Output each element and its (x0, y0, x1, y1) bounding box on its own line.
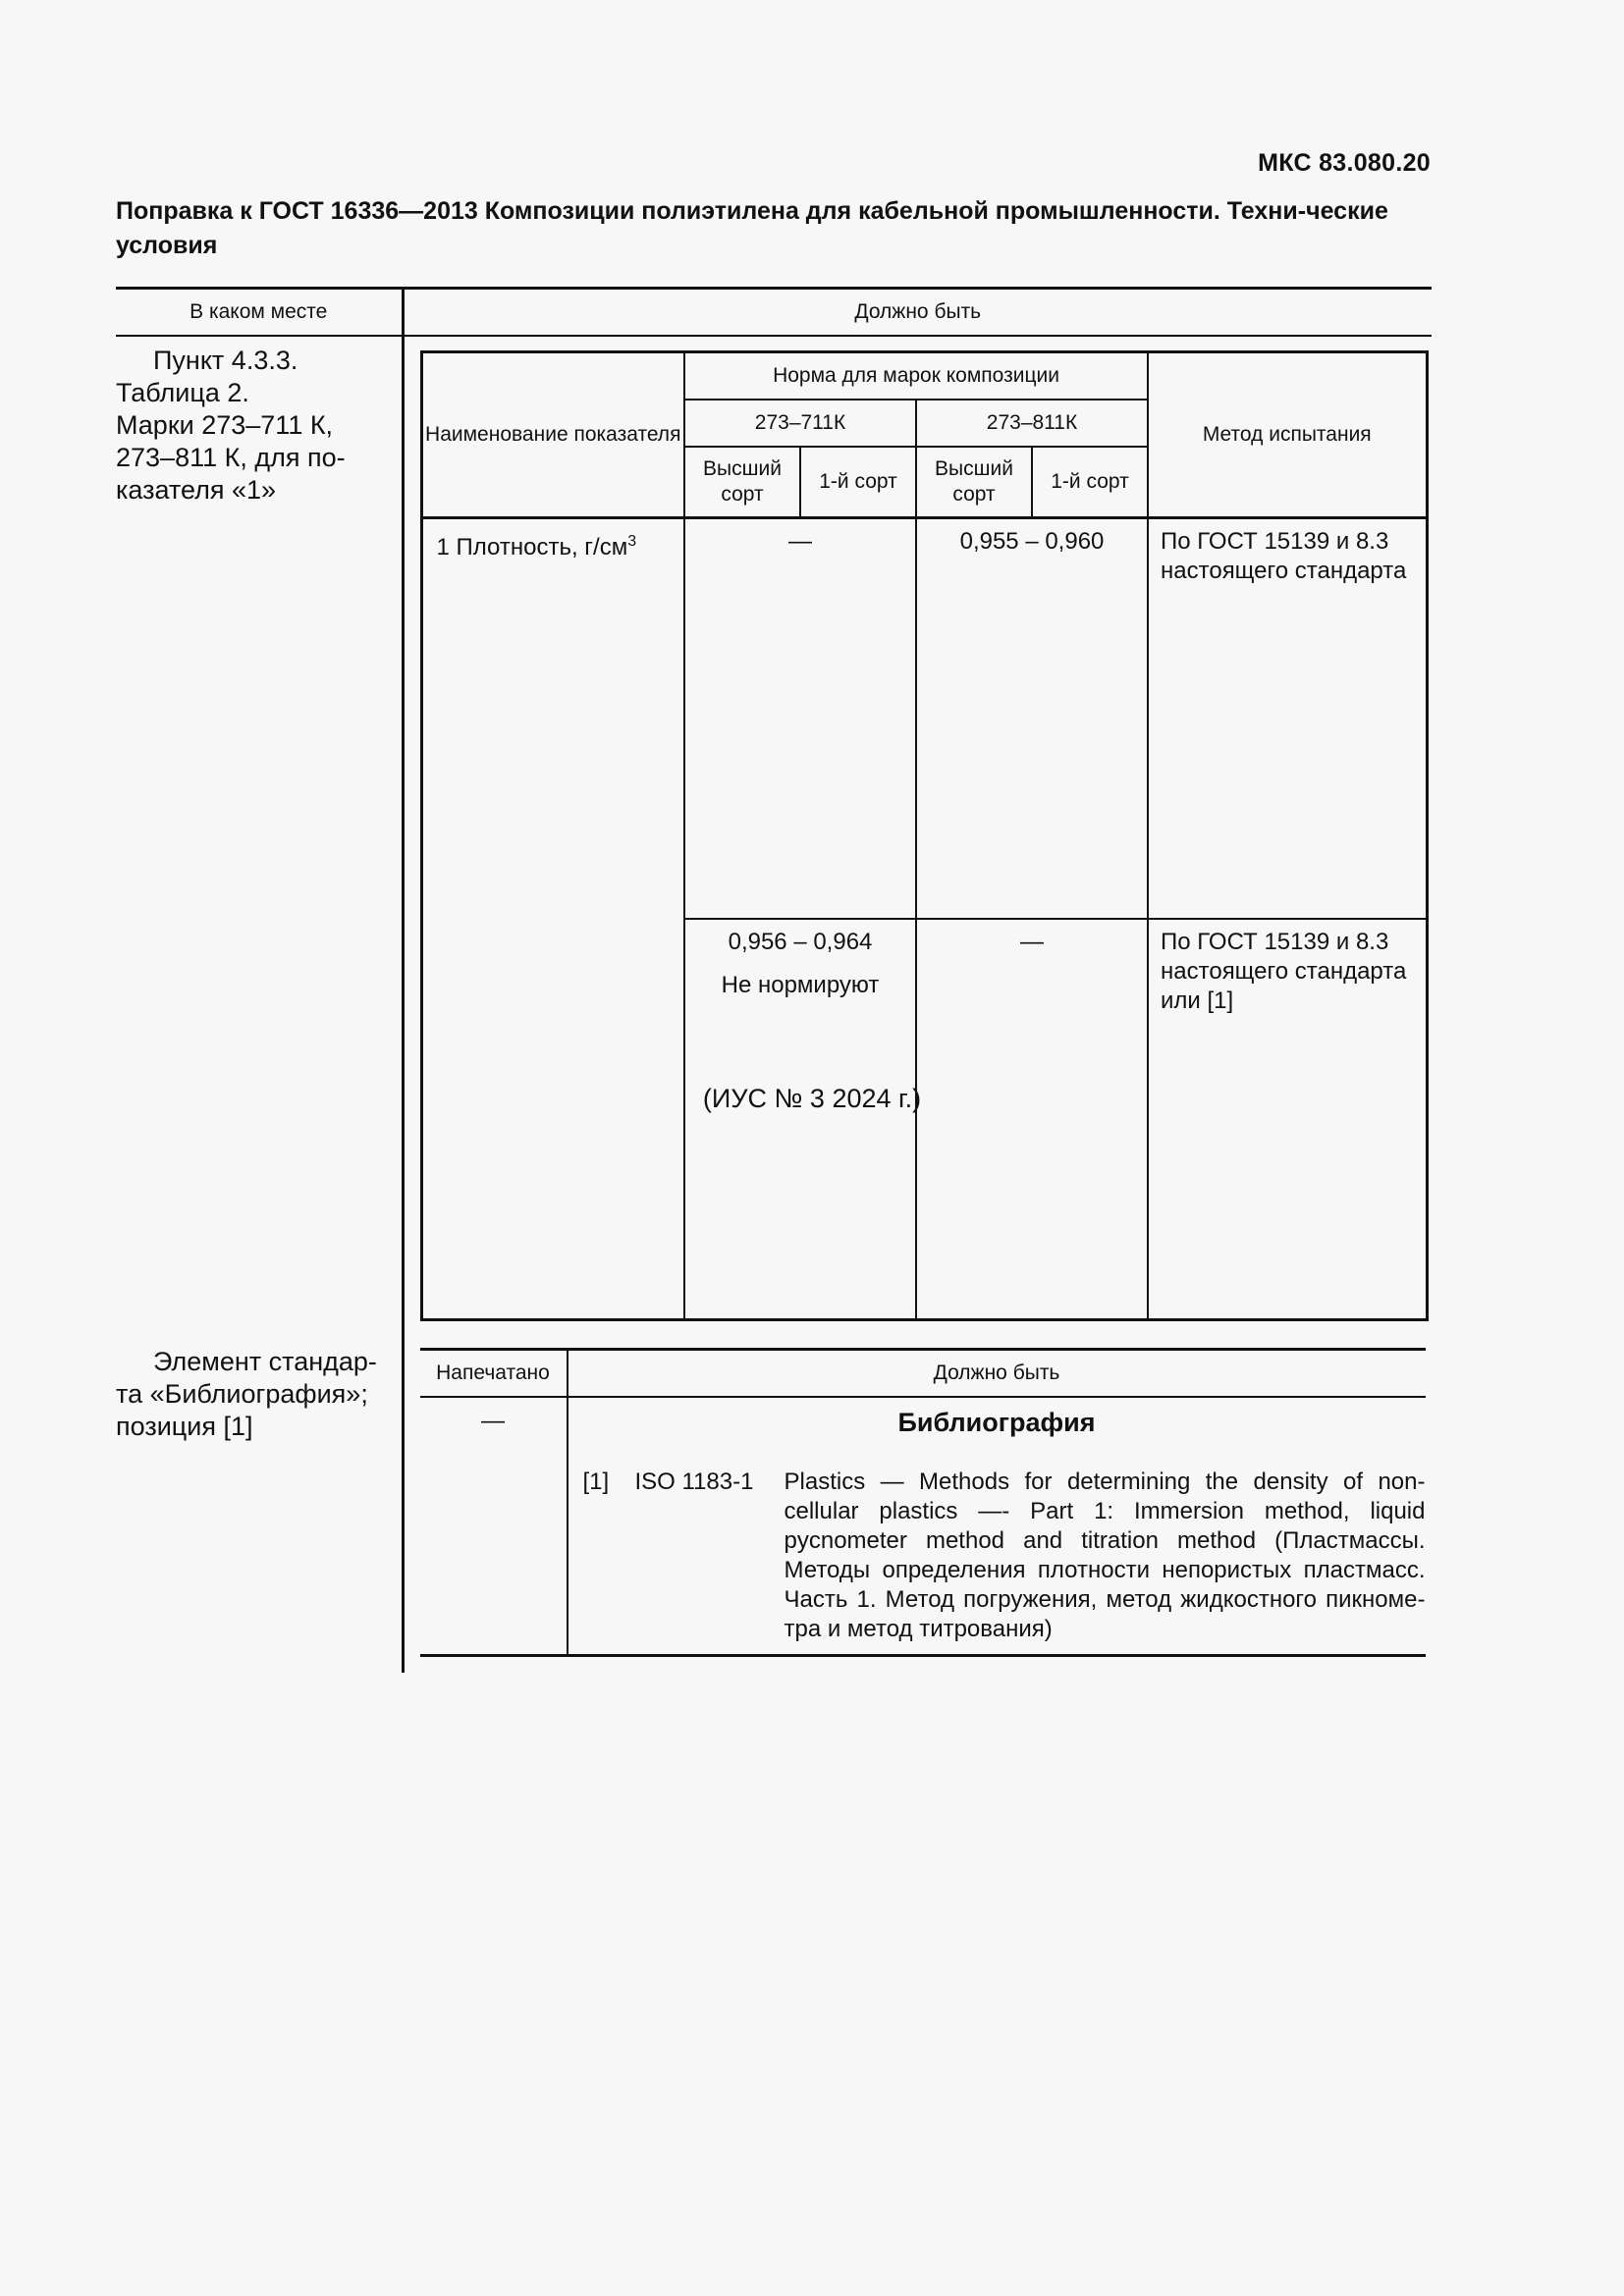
header-indicator-name: Наименование показателя (421, 352, 684, 518)
header-grade-811: 273–811К (916, 400, 1148, 447)
entry-number: [1] (582, 1468, 610, 1495)
bibliography-heading: Библиография (897, 1407, 1096, 1437)
document-title: Поправка к ГОСТ 16336—2013 Композиции полиэтилена для кабельной промышленности. Техни-ческие условия (116, 197, 1388, 259)
header-sort-first: 1-й сорт (1032, 447, 1148, 517)
bibliography-entry (568, 1468, 1426, 1654)
header-where: В каком месте (116, 289, 403, 337)
method-row2: По ГОСТ 15139 и 8.3 настоящего стандарта или [1] (1148, 919, 1427, 1320)
indicator-density: 1 Плотность, $г/см^3$ (421, 517, 684, 1319)
printed-value: — (420, 1397, 568, 1656)
header-norm: Норма для марок композиции (684, 352, 1148, 400)
should-be-cell (403, 1321, 1432, 1673)
where-line: казателя «1» (116, 475, 277, 505)
header-should-be: Должно быть (403, 289, 1432, 337)
where-cell (116, 1321, 403, 1673)
table-row (421, 517, 1427, 919)
bibliography-table (420, 1348, 1426, 1657)
where-line: позиция [1] (116, 1411, 253, 1441)
where-line: Элемент стандар- (153, 1346, 377, 1376)
value-811-row1: 0,955 – 0,960 (916, 517, 1148, 919)
header-should-be: Должно быть (568, 1349, 1426, 1397)
header-test-method: Метод испытания (1148, 352, 1427, 518)
mks-code: МКС 83.080.20 (1258, 149, 1431, 177)
header-sort-high: Высший сорт (684, 447, 800, 517)
amendment-table (116, 287, 1432, 1673)
where-line: 273–811 К, для по- (116, 443, 346, 472)
value-811-row2: — (916, 919, 1148, 1320)
ius-reference: (ИУС № 3 2024 г.) (702, 1084, 922, 1113)
method-row1: По ГОСТ 15139 и 8.3 настоящего стандарта (1148, 517, 1427, 919)
where-line: Марки 273–711 К, (116, 410, 334, 440)
bibliography-cell (568, 1397, 1426, 1656)
where-cell (116, 336, 403, 1321)
header-printed: Напечатано (420, 1349, 568, 1397)
header-grade-711: 273–711К (684, 400, 916, 447)
entry-code: ISO 1183-1 (634, 1468, 754, 1495)
not-normalized-note: Не нормируют (721, 971, 880, 998)
value-711-row1: — (684, 517, 916, 919)
header-sort-first: 1-й сорт (800, 447, 916, 517)
should-be-cell (403, 336, 1432, 1321)
value-711-row2: 0,956 – 0,964 Не нормируют (684, 919, 916, 1320)
amendment-row (116, 336, 1432, 1321)
entry-text: Plastics — Methods for determining the density of non-cellular plastics —- Part 1: Immersion method, liquid pycnometer method and titration method (Пластмассы. Методы определения плотности непористых пластмасс. Часть 1. Метод погружения, метод жидкостного пикноме-тра и метод титрования) (784, 1468, 1426, 1642)
amendment-row (116, 1321, 1432, 1673)
table-row (420, 1397, 1426, 1656)
header-sort-high: Высший сорт (916, 447, 1032, 517)
where-line: та «Библиография»; (116, 1378, 368, 1409)
table-2 (420, 350, 1429, 1321)
where-line: Таблица 2. (116, 378, 249, 407)
where-line: Пункт 4.3.3. (153, 346, 298, 375)
